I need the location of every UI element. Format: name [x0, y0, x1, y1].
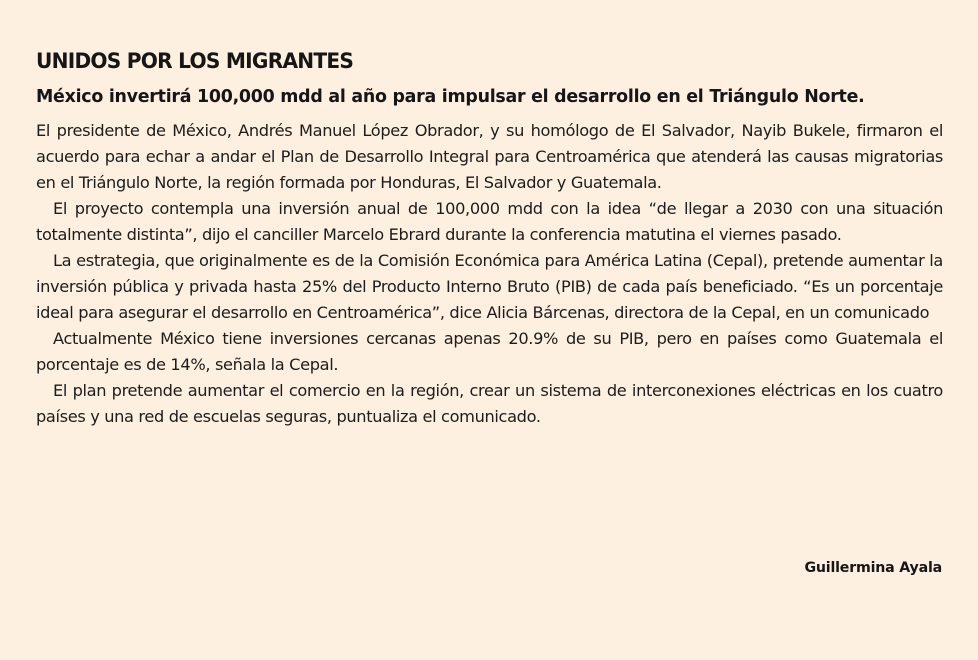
article-paragraph: El plan pretende aumentar el comercio en la región, crear un sistema de interconexiones eléctricas en los cuatro países y una red de escuelas seguras, puntualiza el comunicado.	[36, 381, 943, 426]
article	[36, 46, 943, 430]
article-kicker: UNIDOS POR LOS MIGRANTES	[36, 49, 354, 73]
article-paragraph: El proyecto contempla una inversión anual de 100,000 mdd con la idea “de llegar a 2030 con una situación totalmente distinta”, dijo el canciller Marcelo Ebrard durante la conferencia matutina el viernes pasado.	[36, 199, 943, 244]
article-paragraph: El presidente de México, Andrés Manuel López Obrador, y su homólogo de El Salvador, Nayib Bukele, firmaron el acuerdo para echar a andar el Plan de Desarrollo Integral para Centroamérica que atenderá las causas migratorias en el Triángulo Norte, la región formada por Honduras, El Salvador y Guatemala.	[36, 121, 943, 192]
article-byline: Guillermina Ayala	[804, 560, 942, 576]
article-paragraph: Actualmente México tiene inversiones cercanas apenas 20.9% de su PIB, pero en países como Guatemala el porcentaje es de 14%, señala la Cepal.	[36, 329, 943, 374]
article-paragraph: La estrategia, que originalmente es de la Comisión Económica para América Latina (Cepal), pretende aumentar la inversión pública y privada hasta 25% del Producto Interno Bruto (PIB) de cada país beneficiado. “Es un porcentaje ideal para asegurar el desarrollo en Centroamérica”, dice Alicia Bárcenas, directora de la Cepal, en un comunicado	[36, 251, 943, 322]
article-body	[36, 118, 943, 430]
article-headline: México invertirá 100,000 mdd al año para impulsar el desarrollo en el Triángulo Norte.	[36, 87, 865, 107]
